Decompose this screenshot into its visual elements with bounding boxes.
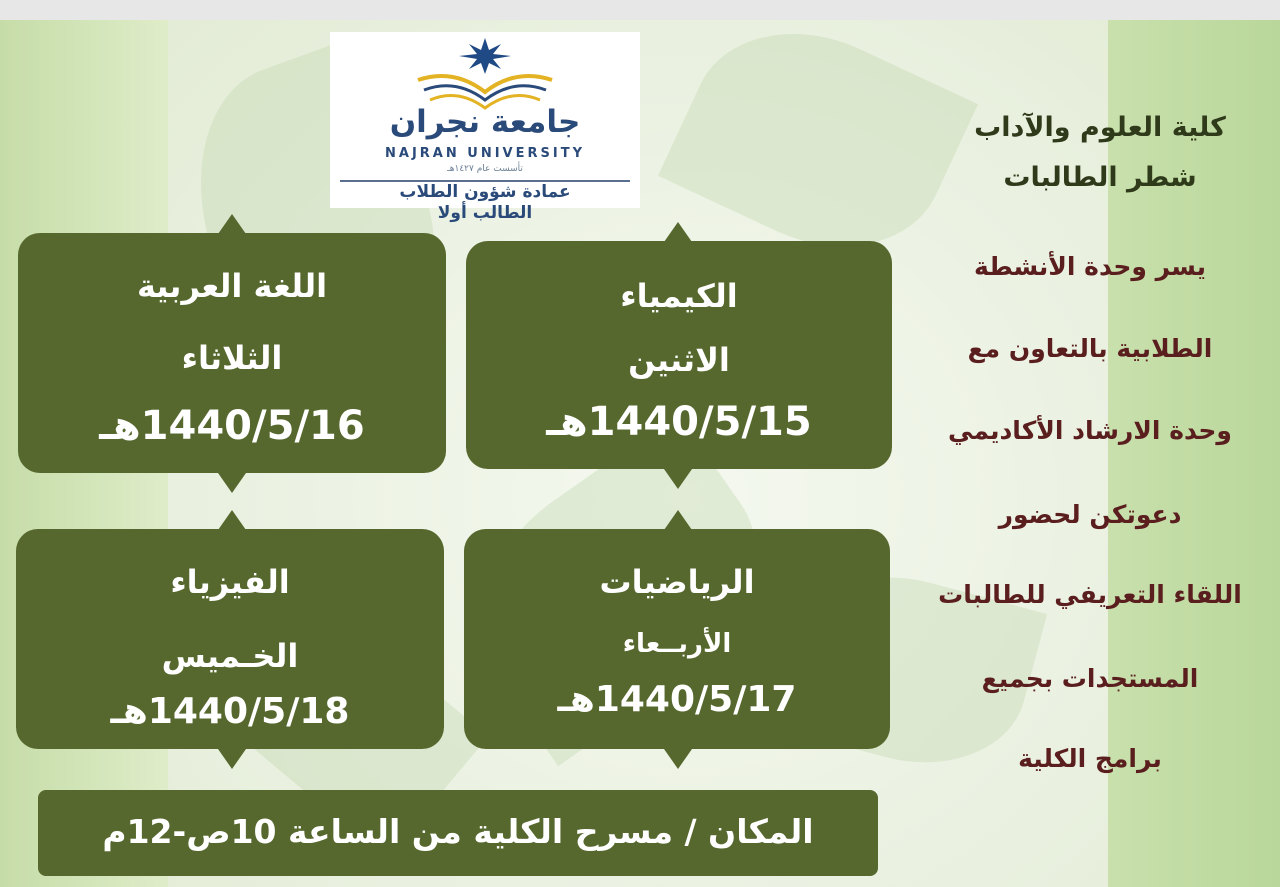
card-subject: اللغة العربية [136, 267, 328, 305]
card-notch [218, 749, 246, 769]
invitation-line: اللقاء التعريفي للطالبات [938, 580, 1242, 609]
card-day: الخـميس [161, 637, 299, 675]
session-card-physics [16, 529, 444, 749]
invitation-line: وحدة الارشاد الأكاديمي [948, 416, 1232, 445]
invitation-line: المستجدات بجميع [981, 664, 1199, 693]
card-date: 1440/5/16هـ [99, 403, 365, 449]
card-day: الثلاثاء [181, 339, 283, 377]
session-card-arabic [18, 233, 446, 473]
college-name: كلية العلوم والآداب [974, 112, 1226, 143]
logo-arabic-name: جامعة نجران [389, 104, 581, 140]
session-card-mathematics [464, 529, 890, 749]
card-subject: الرياضيات [599, 563, 755, 601]
invitation-line: دعوتكن لحضور [998, 500, 1182, 529]
top-strip [0, 0, 1280, 20]
card-notch [218, 473, 246, 493]
invitation-line: برامج الكلية [1018, 744, 1162, 773]
session-card-chemistry [466, 241, 892, 469]
card-date: 1440/5/18هـ [110, 691, 350, 732]
card-notch [664, 749, 692, 769]
card-notch [664, 510, 692, 530]
card-subject: الفيزياء [170, 563, 290, 601]
logo-english-name: NAJRAN UNIVERSITY [385, 146, 585, 161]
card-notch [664, 469, 692, 489]
logo-deanship [330, 182, 640, 224]
invitation-line: الطلابية بالتعاون مع [967, 334, 1213, 363]
card-subject: الكيمياء [620, 277, 738, 315]
deanship-text: عمادة شؤون الطلاب [399, 182, 571, 202]
card-date: 1440/5/15هـ [546, 399, 812, 445]
place-time-text: المكان / مسرح الكلية من الساعة 10ص-12م [102, 812, 814, 851]
card-notch [218, 510, 246, 530]
campus-name: شطر الطالبات [1003, 162, 1197, 193]
place-time-bar [38, 790, 878, 876]
invitation-line: يسر وحدة الأنشطة [973, 252, 1207, 281]
card-notch [218, 214, 246, 234]
card-day: الاثنين [628, 341, 730, 379]
card-day: الأربــعاء [622, 629, 732, 659]
slogan-text: الطالب أولا [437, 203, 533, 223]
university-logo [330, 32, 640, 223]
logo-founded-text: تأسست عام ١٤٢٧هـ [447, 164, 523, 174]
card-date: 1440/5/17هـ [557, 679, 797, 720]
card-notch [664, 222, 692, 242]
